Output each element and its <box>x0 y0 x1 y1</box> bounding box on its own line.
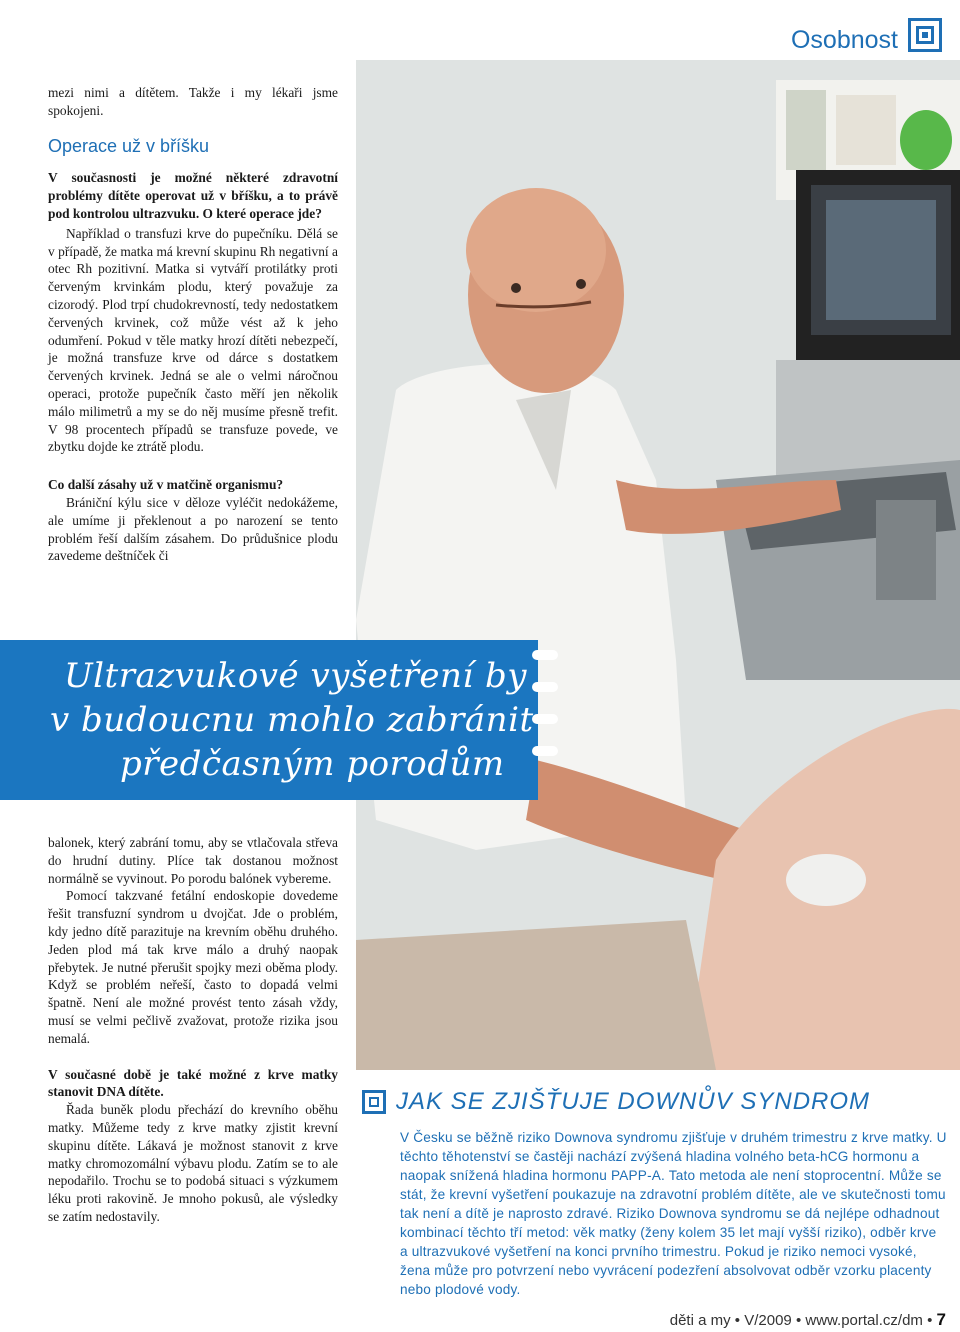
paragraph: Pomocí takzvané fetální endoskopie dovedeme řešit transfuzní syndrom u dvojčat. Jde o problém, kdy jedno dítě parazituje na krevním oběhu druhého. Jeden plod má tak krve málo a druhý naopak přebytek. Je nutné přerušit spojky mezi oběma plody. Když se problém neřeší, často to dopadá velmi špatně. Není ale možné provést tento zásah vždy, musí se velmi pečlivě zvažovat, protože rizika jsou nemalá. <box>48 888 338 1046</box>
section-label: Osobnost <box>790 26 898 54</box>
article-column-bottom <box>48 834 338 1226</box>
paragraph: Brániční kýlu sice v děloze vyléčit nedokážeme, ale umíme ji překlenout a po narození se tento problém řeší dalším zásahem. Do průdušnice plodu zavedeme deštníček či <box>48 494 338 564</box>
pull-quote-line: Ultrazvukové vyšetření by <box>64 656 528 696</box>
pull-quote-line: předčasným porodům <box>120 744 505 784</box>
info-box-body: V Česku se běžně riziko Downova syndromu zjišťuje v druhém trimestru z krve matky. U těchto těhotenství se častěji nachází zvýšená hladina volného beta-hCG hormonu a naopak snížená hladina hormonu PAPP-A. Tato metoda ale není stoprocentní. Může se stát, že krevní vyšetření poukazuje na zdravotní problém dítěte, ale ve skutečnosti tomu tak není a dítě je naprosto zdravé. Riziko Downova syndromu se dá nejlépe odhadnout kombinací těchto tří metod: věk matky (ženy kolem 35 let mají vyšší riziko), odběr krve a ultrazvukové vyšetření na konci prvního trimestru. Pokud je riziko nemoci vysoké, žena může pro potvrzení nebo vyvrácení podezření absolvovat odběr vzorku placenty nebo plodové vody. <box>400 1130 947 1297</box>
subheading: Operace už v bříšku <box>48 135 210 156</box>
pull-quote-line: v budoucnu mohlo zabránit <box>50 700 534 740</box>
page-footer <box>670 1310 946 1330</box>
bullet-separator: • <box>734 1312 741 1329</box>
paragraph: Řada buněk plodu přechází do krevního oběhu matky. Můžeme tedy z krve matky zjistit krevní skupinu dítěte. Lákavá je možnost stanovit z krve matky chromozomální výbavu plodu. Zatím se to ale nepodařilo. Trochu se to podobá situaci s výzkumem léku proti rakovině. Je mnoho pokusů, ale výsledky se zatím nedostavily. <box>48 1102 338 1224</box>
paragraph: balonek, který zabrání tomu, aby se vtlačovala střeva do hrudní dutiny. Plíce tak dostanou možnost normálně se vyvinout. Po porodu balónek vybereme. <box>48 835 338 886</box>
paragraph: mezi nimi a dítětem. Takže i my lékaři jsme spokojeni. <box>48 85 338 118</box>
question: V současnosti je možné některé zdravotní problémy dítěte operovat už v bříšku, a to právě pod kontrolou ultrazvuku. O které operace jde? <box>48 170 338 221</box>
paragraph: Například o transfuzi krve do pupečníku. Dělá se v případě, že matka má krevní skupinu Rh negativní a otec Rh pozitivní. Matka si vytváří protilátky proti červeným krvinkám plodu, který považuje za cizorodý. Plod trpí chudokrevností, tedy nedostatkem červených krvinek, což může vést až k jeho odumření. Pokud v těle matky hrozí dítěti nebezpečí, je možná transfuze krve od dárce s dostatkem červených krvinek. Jedná se ale o velmi náročnou operaci, protože pupečník často měří jen několik málo milimetrů a my se do něj musíme přesně trefit. V 98 procentech případů se transfuze povede, ve zbytku dojde ke ztrátě plodu. <box>48 225 338 455</box>
info-box-heading: JAK SE ZJIŠŤUJE DOWNŮV SYNDROM <box>396 1088 871 1115</box>
magazine-name: děti a my <box>669 1312 731 1329</box>
info-box-icon <box>362 1090 386 1114</box>
bullet-separator: • <box>795 1312 802 1329</box>
article-column-top <box>48 84 338 565</box>
magazine-url: www.portal.cz/dm <box>805 1312 923 1329</box>
page-number: 7 <box>936 1310 946 1329</box>
doctor-ultrasound-photo <box>356 60 960 1070</box>
issue-number: V/2009 <box>744 1312 792 1329</box>
bullet-separator: • <box>927 1312 933 1329</box>
section-logo-icon <box>908 18 942 52</box>
question: V současné době je také možné z krve matky stanovit DNA dítěte. <box>48 1066 338 1100</box>
question: Co další zásahy už v matčině organismu? <box>48 477 284 493</box>
